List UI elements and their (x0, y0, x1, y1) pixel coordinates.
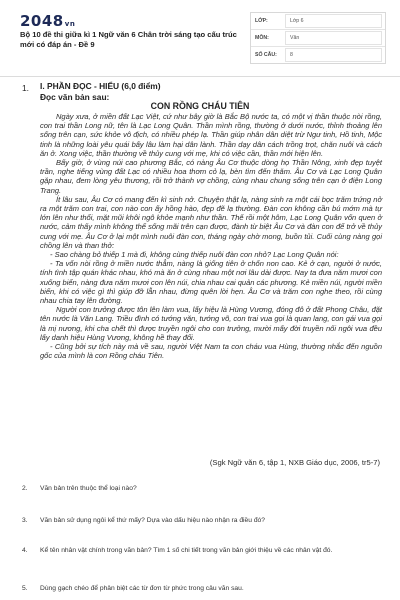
info-row-class (251, 13, 385, 30)
story-paragraph: Ngày xưa, ở miền đất Lạc Việt, cứ như bây giờ là Bắc Bộ nước ta, có một vị thần thuộc nòi rồng, con trai thần Long nữ, tên là Lạc Long Quân. Thần mình rồng, thường ở dưới nước, thỉnh thoảng lên sống trên cạn, sức khỏe vô địch, có nhiều phép lạ. Thần giúp nhân dân diệt trừ Ngư tinh, Hồ tinh, Mộc tinh là những loài yêu quái bấy lâu làm hại dân lành. Thần dạy dân cách trồng trọt, chăn nuôi và cách ăn ở. Xong việc, thần thường về thủy cung với mẹ, khi có việc cần, thần mới hiện lên. (40, 112, 382, 158)
story-title: CON RỒNG CHÁU TIÊN (150, 101, 250, 111)
question-item (22, 516, 382, 526)
info-label: LỚP: (255, 18, 268, 24)
section-title: I. PHẦN ĐỌC - HIỂU (6,0 điểm) (40, 81, 161, 91)
info-value: Văn (285, 31, 382, 45)
section-subtitle: Đọc văn bản sau: (40, 92, 110, 102)
info-row-question-count (251, 47, 385, 63)
section-heading (40, 81, 161, 103)
question-item (22, 584, 382, 594)
info-label: SỐ CÂU: (255, 52, 277, 58)
question-text: Kể tên nhân vật chính trong văn bản? Tìm 1 số chi tiết trong văn bản giới thiệu về các nhân vật đó. (40, 547, 333, 554)
info-value: Lớp 6 (285, 14, 382, 28)
story-paragraph: Bấy giờ, ở vùng núi cao phương Bắc, có nàng Âu Cơ thuộc dòng họ Thần Nông, xinh đẹp tuyệt trần, nghe tiếng vùng đất Lạc có nhiều hoa thơm cỏ lạ, bèn tìm đến thăm. Âu Cơ và Lạc Long Quân gặp nhau, đem lòng yêu thương, rồi trở thành vợ chồng, cùng nhau chung sống trên cạn ở điện Long Trang. (40, 158, 382, 195)
story-paragraph: Người con trưởng được tôn lên làm vua, lấy hiệu là Hùng Vương, đóng đô ở đất Phong Châu, đặt tên nước là Văn Lang. Triều đình có tướng văn, tướng võ, con trai vua gọi là quan lang, con gái vua gọi là mị nương, khi cha chết thì được truyền ngôi cho con trưởng, mười mấy đời truyền nối ngôi vua đều lấy danh hiệu Hùng Vương, không hề thay đổi. (40, 305, 382, 342)
page-header (0, 0, 400, 78)
question-number: 4. (22, 547, 28, 554)
question-number: 3. (22, 517, 28, 524)
info-row-subject (251, 30, 385, 47)
question-number: 5. (22, 585, 28, 592)
source-citation: (Sgk Ngữ văn 6, tập 1, NXB Giáo dục, 2006, tr5-7) (209, 458, 380, 467)
story-dialog: - Cũng bởi sự tích này mà về sau, người Việt Nam ta con cháu vua Hùng, thường nhắc đến nguồn gốc của mình là con Rồng cháu Tiên. (40, 342, 382, 361)
site-logo[interactable]: 2048vn (20, 12, 76, 30)
info-value: 8 (285, 48, 382, 62)
story-text (40, 112, 382, 360)
question-text: Dùng gạch chéo để phân biệt các từ đơn từ phức trong câu văn sau. (40, 585, 244, 592)
question-item (22, 484, 382, 494)
question-text: Văn bản sử dụng ngôi kể thứ mấy? Dựa vào dấu hiệu nào nhận ra điều đó? (40, 517, 265, 524)
document-title: Bộ 10 đề thi giữa kì 1 Ngữ văn 6 Chân trời sáng tạo cấu trúc mới có đáp án - Đề 9 (20, 30, 237, 49)
story-dialog: - Ta vốn nòi rồng ở miền nước thẳm, nàng là giống tiên ở chốn non cao. Kẻ ở cạn, người ở nước, tính tình tập quán khác nhau, khó mà ăn ở cùng nhau một nơi lâu dài được. Nay ta đưa năm mươi con xuống biển, nàng đưa năm mươi con lên núi, chia nhau cai quản các phương. Kẻ miền núi, người miền biển, khi có việc gì thì giúp đỡ lẫn nhau, đừng quên lời hẹn. Âu Cơ và trăm con nghe theo, rồi cùng nhau chia tay lên đường. (40, 259, 382, 306)
question-text: Văn bản trên thuộc thể loại nào? (40, 485, 137, 492)
question-number: 2. (22, 485, 28, 492)
info-label: MÔN: (255, 35, 269, 41)
question-number: 1. (22, 83, 29, 93)
story-paragraph: Ít lâu sau, Âu Cơ có mang đến kì sinh nở. Chuyện thật lạ, nàng sinh ra một cái bọc trăm trứng nở ra một trăm con trai, con nào con ấy hồng hào, đẹp đẽ lạ thường. Đàn con không cần bú mớm mà tự lớn lên như thổi, mặt mũi khôi ngô khỏe mạnh như thần. Thế rồi một hôm, Lạc Long Quân vốn quen ở nước, cảm thấy mình không thể sống mãi trên cạn được, đành từ biệt Âu Cơ và đàn con để trở về thủy cung với mẹ. Âu Cơ ở lại một mình nuôi đàn con, tháng ngày chờ mong, buồn tủi. Cuối cùng nàng gọi chồng lên và than thở: (40, 194, 382, 250)
question-item (22, 546, 382, 556)
info-panel (250, 12, 386, 64)
header-divider (0, 76, 400, 77)
story-dialog: - Sao chàng bỏ thiếp 1 mà đi, không cùng thiếp nuôi đàn con nhỏ? Lạc Long Quân nói: (50, 250, 339, 260)
